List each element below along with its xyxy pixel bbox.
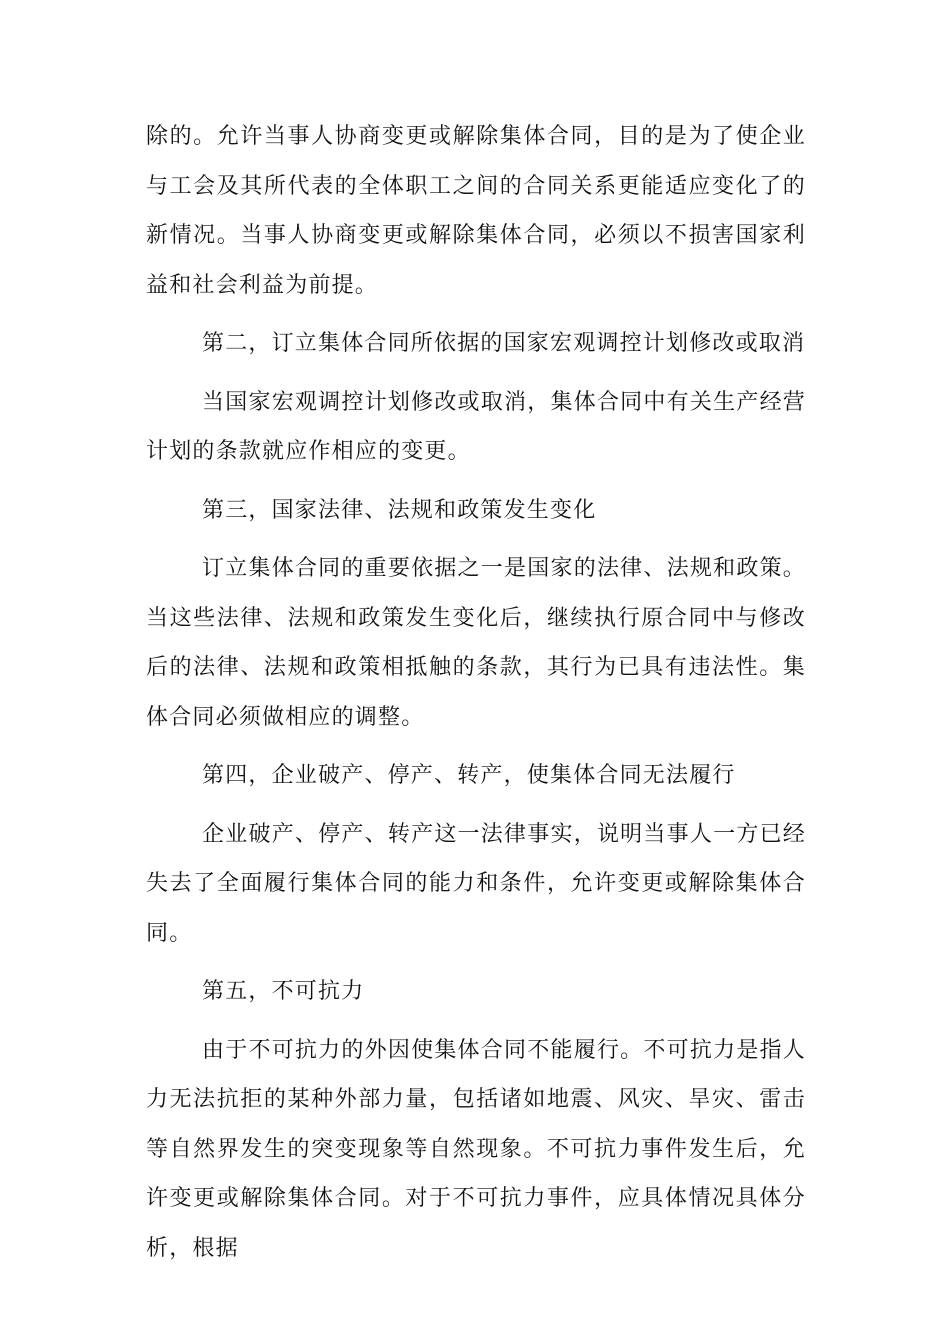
paragraph-9: 由于不可抗力的外因使集体合同不能履行。不可抗力是指人力无法抗拒的某种外部力量，包括诸如地震、风灾、旱灾、雷击等自然界发生的突变现象等自然现象。不可抗力事件发生后，允许变更或解除集体合同。对于不可抗力事件，应具体情况具体分析，根据 <box>146 1037 806 1261</box>
paragraph-4-heading: 第三，国家法律、法规和政策发生变化 <box>202 497 597 523</box>
paragraph-5: 订立集体合同的重要依据之一是国家的法律、法规和政策。当这些法律、法规和政策发生变化后，继续执行原合同中与修改后的法律、法规和政策相抵触的条款，其行为已具有违法性。集体合同必须做相应的调整。 <box>146 556 806 730</box>
paragraph-7: 企业破产、停产、转产这一法律事实，说明当事人一方已经失去了全面履行集体合同的能力和条件，允许变更或解除集体合同。 <box>146 821 806 946</box>
paragraph-1: 除的。允许当事人协商变更或解除集体合同，目的是为了使企业与工会及其所代表的全体职工之间的合同关系更能适应变化了的新情况。当事人协商变更或解除集体合同，必须以不损害国家利益和社会利益为前提。 <box>146 124 806 298</box>
paragraph-2-heading: 第二，订立集体合同所依据的国家宏观调控计划修改或取消 <box>202 331 806 356</box>
document-body <box>146 112 806 1282</box>
paragraph-3: 当国家宏观调控计划修改或取消，集体合同中有关生产经营计划的条款就应作相应的变更。 <box>146 389 806 464</box>
paragraph-8-heading: 第五，不可抗力 <box>202 979 365 1004</box>
paragraph-6-heading: 第四，企业破产、停产、转产，使集体合同无法履行 <box>202 763 736 788</box>
